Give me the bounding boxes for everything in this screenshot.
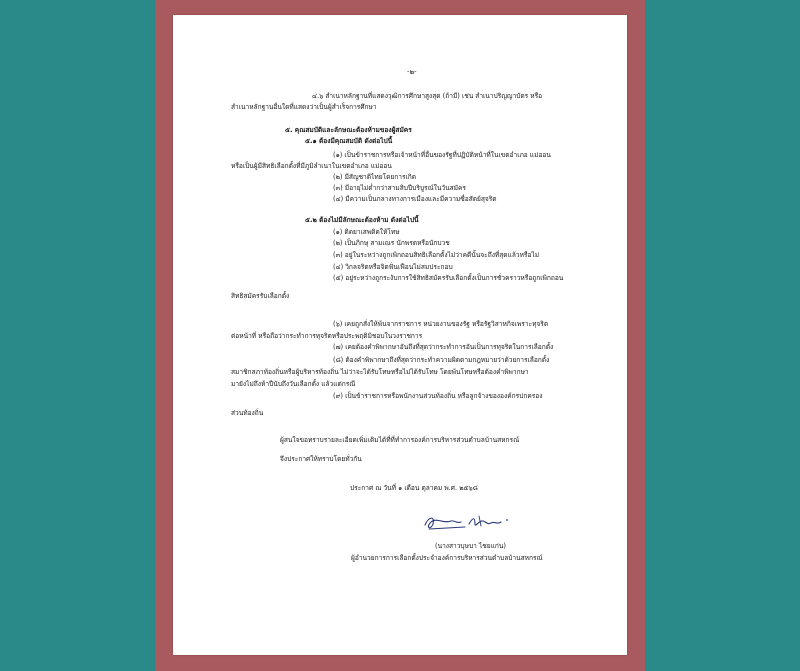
doc-line-9: (๔) มีความเป็นกลางทางการเมืองและมีความซื่อสัตย์สุจริต (333, 195, 497, 203)
document-page (173, 15, 627, 655)
doc-line-2: สำเนาหลักฐานอื่นใดที่แสดงว่าเป็นผู้สำเร็จการศึกษา (231, 103, 377, 111)
section-5-1-heading: ๕.๑ ต้องมีคุณสมบัติ ดังต่อไปนี้ (305, 137, 393, 145)
doc-line-5: (๑) เป็นข้าราชการหรือเจ้าหน้าที่อื่นของรัฐที่ปฏิบัติหน้าที่ในเขตอำเภอ แม่ออน (333, 151, 551, 159)
doc-line-16: สิทธิสมัครรับเลือกตั้ง (231, 292, 290, 300)
signer-name: (นางสาวบุษบา ไชยแก่น) (435, 542, 506, 550)
signature (421, 512, 511, 534)
doc-line-24: ส่วนท้องถิ่น (231, 409, 264, 417)
doc-line-23: (๙) เป็นข้าราชการหรือพนักงานส่วนท้องถิ่น หรือลูกจ้างขององค์กรปกครอง (333, 392, 543, 400)
doc-line-18: ต่อหน้าที่ หรือถือว่ากระทำการทุจริตหรือประพฤติมิชอบในวงราชการ (231, 332, 423, 340)
announcement-line: จึงประกาศให้ทราบโดยทั่วกัน (280, 455, 362, 463)
doc-line-20: (๘) ต้องคำพิพากษาถึงที่สุดว่ากระทำความผิดตามกฎหมายว่าด้วยการเลือกตั้ง (333, 356, 550, 364)
doc-line-14: (๔) วิกลจริตหรือจิตฟั่นเฟือนไม่สมประกอบ (333, 263, 453, 271)
page-number: -๒- (407, 68, 417, 76)
doc-line-7: (๒) มีสัญชาติไทยโดยการเกิด (333, 173, 417, 181)
doc-line-22: มายังไม่ถึงห้าปีนับถึงวันเลือกตั้ง แล้วแต่กรณี (231, 380, 356, 388)
announcement-date: ประกาศ ณ วันที่ ๑ เดือน ตุลาคม พ.ศ. ๒๕๖๘ (350, 484, 478, 492)
signer-title: ผู้อำนวยการการเลือกตั้งประจำองค์การบริหารส่วนตำบลบ้านสหกรณ์ (351, 554, 543, 562)
doc-line-15: (๕) อยู่ระหว่างถูกระงับการใช้สิทธิสมัครรับเลือกตั้งเป็นการชั่วคราวหรือถูกเพิกถอน (333, 274, 564, 282)
doc-line-19: (๗) เคยต้องคำพิพากษาอันถึงที่สุดว่ากระทำการอันเป็นการทุจริตในการเลือกตั้ง (333, 343, 554, 351)
contact-line: ผู้สนใจขอทราบรายละเอียดเพิ่มเติมได้ที่ที่ทำการองค์การบริหารส่วนตำบลบ้านสหกรณ์ (280, 436, 520, 444)
doc-line-17: (๖) เคยถูกสั่งให้พ้นจากราชการ หน่วยงานของรัฐ หรือรัฐวิสาหกิจเพราะทุจริต (333, 320, 549, 328)
doc-line-21: สมาชิกสภาท้องถิ่นหรือผู้บริหารท้องถิ่น ไม่ว่าจะได้รับโทษหรือไม่ได้รับโทษ โดยพ้นโทษหรือต้องคำพิพากษา (231, 368, 529, 376)
doc-line-12: (๒) เป็นภิกษุ สามเณร นักพรตหรือนักบวช (333, 239, 450, 247)
doc-line-8: (๓) มีอายุไม่ต่ำกว่าสามสิบปีบริบูรณ์ในวันสมัคร (333, 184, 466, 192)
doc-line-13: (๓) อยู่ในระหว่างถูกเพิกถอนสิทธิเลือกตั้งไม่ว่าคดีนั้นจะถึงที่สุดแล้วหรือไม่ (333, 251, 540, 259)
section-5-heading: ๕. คุณสมบัติและลักษณะต้องห้ามของผู้สมัคร (285, 126, 412, 134)
doc-line-6: หรือเป็นผู้มีสิทธิเลือกตั้งที่มีภูมิลำเนาในเขตอำเภอ แม่ออน (231, 162, 392, 170)
doc-line-11: (๑) ติดยาเสพติดให้โทษ (333, 228, 400, 236)
doc-line-1: ๔.๖ สำเนาหลักฐานที่แสดงวุฒิการศึกษาสูงสุด (ถ้ามี) เช่น สำเนาปริญญาบัตร หรือ (312, 92, 543, 100)
section-5-2-heading: ๕.๒ ต้องไม่มีลักษณะต้องห้าม ดังต่อไปนี้ (305, 216, 419, 224)
